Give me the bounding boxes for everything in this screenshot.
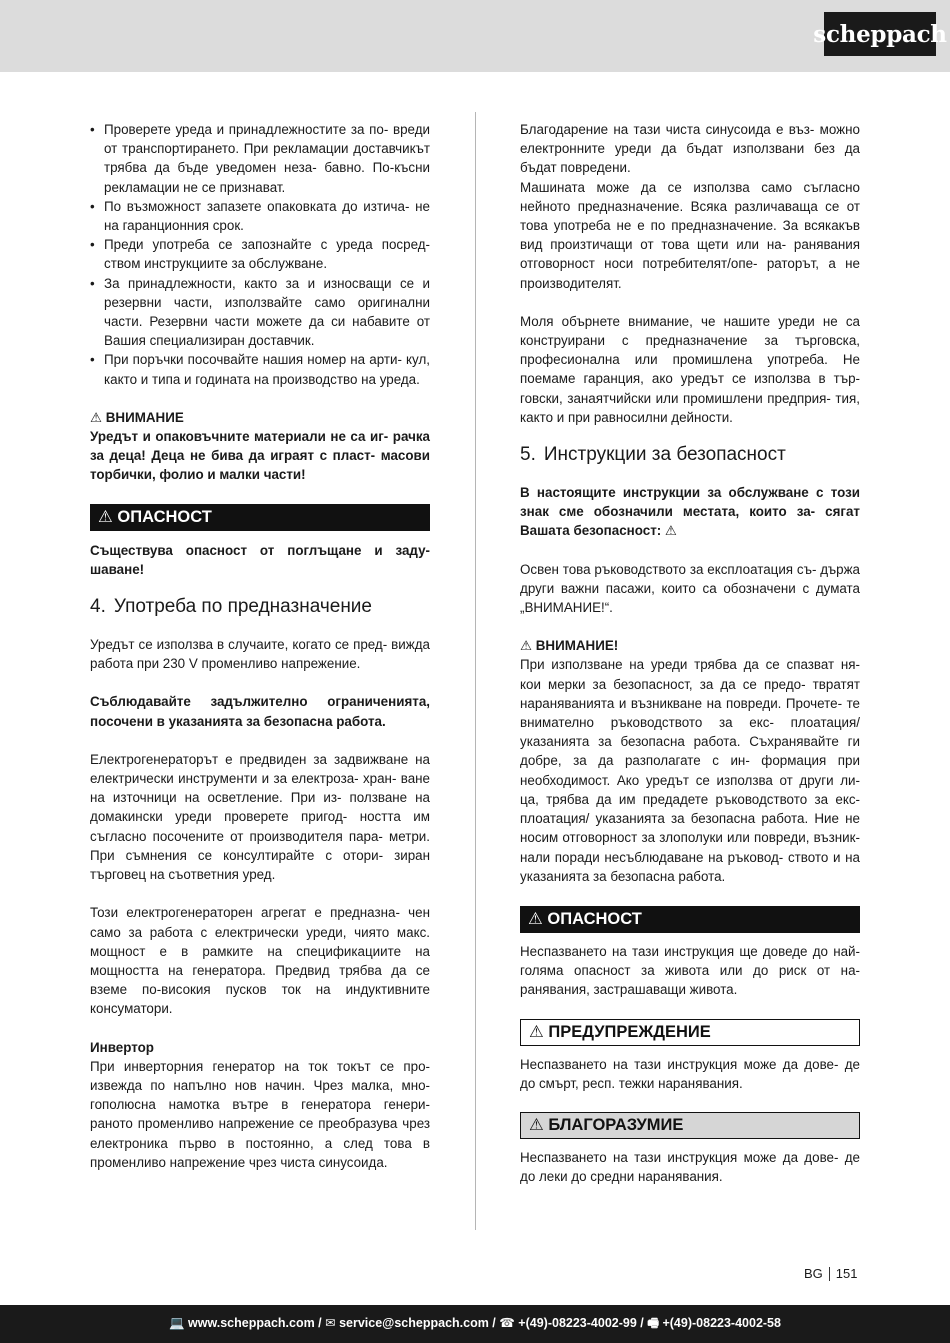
paragraph: Благодарение на тази чиста синусоида е въз- можно електронните уреди да бъдат използвани без да бъдат повредени. — [520, 122, 860, 176]
list-item: • Преди употреба се запознайте с уреда посред- ством инструкциите за обслужване. — [90, 235, 430, 273]
footer-band — [0, 1305, 950, 1343]
list-item: • По възможност запазете опаковката до изтича- не на гаранционния срок. — [90, 197, 430, 235]
page-number — [804, 1266, 858, 1281]
contact-line: 💻 www.scheppach.com / ✉ service@scheppach.com / ☎ +(49)-08223-4002-99 / 🖷 +(49)-08223-4002-58 — [169, 1315, 781, 1330]
danger-text: Съществува опасност от поглъщане и заду- шаване! — [90, 542, 430, 577]
danger-box — [90, 504, 430, 531]
checklist — [90, 120, 430, 389]
attention-heading — [90, 408, 430, 427]
paragraph: При инверторния генератор на ток токът се про- извежда по напълно нов начин. Чрез малка, мно- гополюсна намотка вътре в генератора генери- раното променливо напрежение се преобразува чрез електроника първо в постоянно, а след това в променливо напрежение чрез чиста синусоида. — [90, 1058, 430, 1170]
danger-label: ОПАСНОСТ — [117, 507, 212, 526]
section-4-heading — [90, 595, 430, 619]
paragraph-bold: В настоящите инструкции за обслужване с този знак сме обозначили местата, които за- сягат Вашата безопасност: ⚠ — [520, 485, 860, 539]
attention-label: ВНИМАНИЕ — [105, 409, 184, 425]
attention-heading — [520, 636, 860, 655]
danger-box: ⚠ ОПАСНОСТ — [520, 906, 860, 933]
section-title: Инструкции за безопасност — [543, 444, 786, 466]
danger-text: Неспазването на тази инструкция ще доведе до най-голяма опасност за живота или до риск от на- ранявания, застрашаващи живота. — [520, 943, 860, 998]
paragraph: Машината може да се използва само съгласно нейното предназначение. Всяка различаваща се от това употреба не е по предназначение. За всякакъв вид произтичащи от това щети или на- ранявания отговорност носи потребителят/опе- раторът, а не производителят. — [520, 179, 860, 291]
paragraph: Този електрогенераторен агрегат е предназна- чен само за работа с електрически уреди, чиято макс. мощност е в рамките на спецификациите на мощността на генератора. Предвид трябва да се вземе по-високия пусков ток на индуктивните консуматори. — [90, 905, 430, 1017]
language-code: BG — [804, 1266, 823, 1281]
paragraph: Електрогенераторът е предвиден за задвижване на електрически инструменти и за електроза- хран- ване на източници на осветление. При из- ползване на домакински уреди проверете пригод- ността им съгласно посочените от производителя пара- метри. При съмнения се консултирайте с отори- зиран търговец на съответния уред. — [90, 751, 430, 883]
caution-box: ⚠ БЛАГОРАЗУМИЕ — [520, 1112, 860, 1139]
paragraph: При използване на уреди трябва да се спазват ня- кои мерки за безопасност, за да се предо- твратят нараняванията и възникване на повреди. Прочете- те внимателно ръководството за екс- плоатация/ указанията за безопасна работа. Съхранявайте ги добре, за да разполагате с ин- формация при необходимост. Ако уредът се използва от други ли- ца, трябва да им предадете ръководството за екс- плоатация/ указанията за безопасна работа. Ние не носим отговорност за злополуки или повреди, възник- нали поради несъблюдаване на ръковод- ството и на указанията за безопасна работа. — [520, 657, 860, 884]
warning-triangle-icon: ⚠ — [90, 409, 103, 425]
attention-label: ВНИМАНИЕ! — [535, 638, 619, 654]
separator — [829, 1267, 830, 1281]
section-5-heading — [520, 443, 860, 467]
warning-box: ⚠ ПРЕДУПРЕЖДЕНИЕ — [520, 1019, 860, 1046]
left-column — [90, 120, 430, 1172]
column-divider — [475, 112, 476, 1230]
paragraph: Моля обърнете внимание, че нашите уреди не са конструирани с предназначение за търговска, професионална или промишлена употреба. Не поемаме гаранция, ако уредът се използва в тър- говски, занаятчийски или промишлени предприя- тия, както и при равносилни дейности. — [520, 313, 860, 425]
paragraph: Освен това ръководството за експлоатация съ- държа други важни пасажи, които са обозначени с думата „ВНИМАНИЕ!“. — [520, 561, 860, 616]
section-number: 5. — [520, 444, 536, 466]
warning-text: Неспазването на тази инструкция може да дове- де до смърт, респ. тежки наранявания. — [520, 1056, 860, 1091]
warning-triangle-icon: ⚠ — [98, 507, 113, 526]
scheppach-logo: scheppach — [824, 12, 936, 56]
caution-text: Неспазването на тази инструкция може да дове- де до леки до средни наранявания. — [520, 1149, 860, 1185]
inverter-heading: Инвертор — [90, 1039, 154, 1055]
section-title: Употреба по предназначение — [113, 596, 372, 618]
paragraph-bold: Съблюдавайте задължително ограниченията, посочени в указанията за безопасна работа. — [90, 694, 430, 729]
section-number: 4. — [90, 596, 106, 618]
attention-text: Уредът и опаковъчните материали не са иг- рачка за деца! Деца не бива да играят с пласт- масови торбички, фолио и малки части! — [90, 429, 430, 483]
list-item: • За принадлежности, както за и износващи се и резервни части, използвайте само оригинални части. Резервни части можете да си набавите от Вашия специализиран доставчик. — [90, 274, 430, 351]
paragraph: Уредът се използва в случаите, когато се пред- вижда работа при 230 V променливо напрежение. — [90, 637, 430, 672]
list-item: • При поръчки посочвайте нашия номер на арти- кул, както и типа и годината на производство на уреда. — [90, 350, 430, 388]
page-number-value: 151 — [835, 1266, 858, 1281]
right-column — [520, 120, 860, 1186]
header-band — [0, 0, 950, 72]
warning-triangle-icon: ⚠ — [520, 638, 533, 654]
list-item: • Проверете уреда и принадлежностите за по- вреди от транспортирането. При рекламации доставчикът трябва да бъде уведомен неза- бавно. По-късни рекламации не се признават. — [90, 120, 430, 197]
